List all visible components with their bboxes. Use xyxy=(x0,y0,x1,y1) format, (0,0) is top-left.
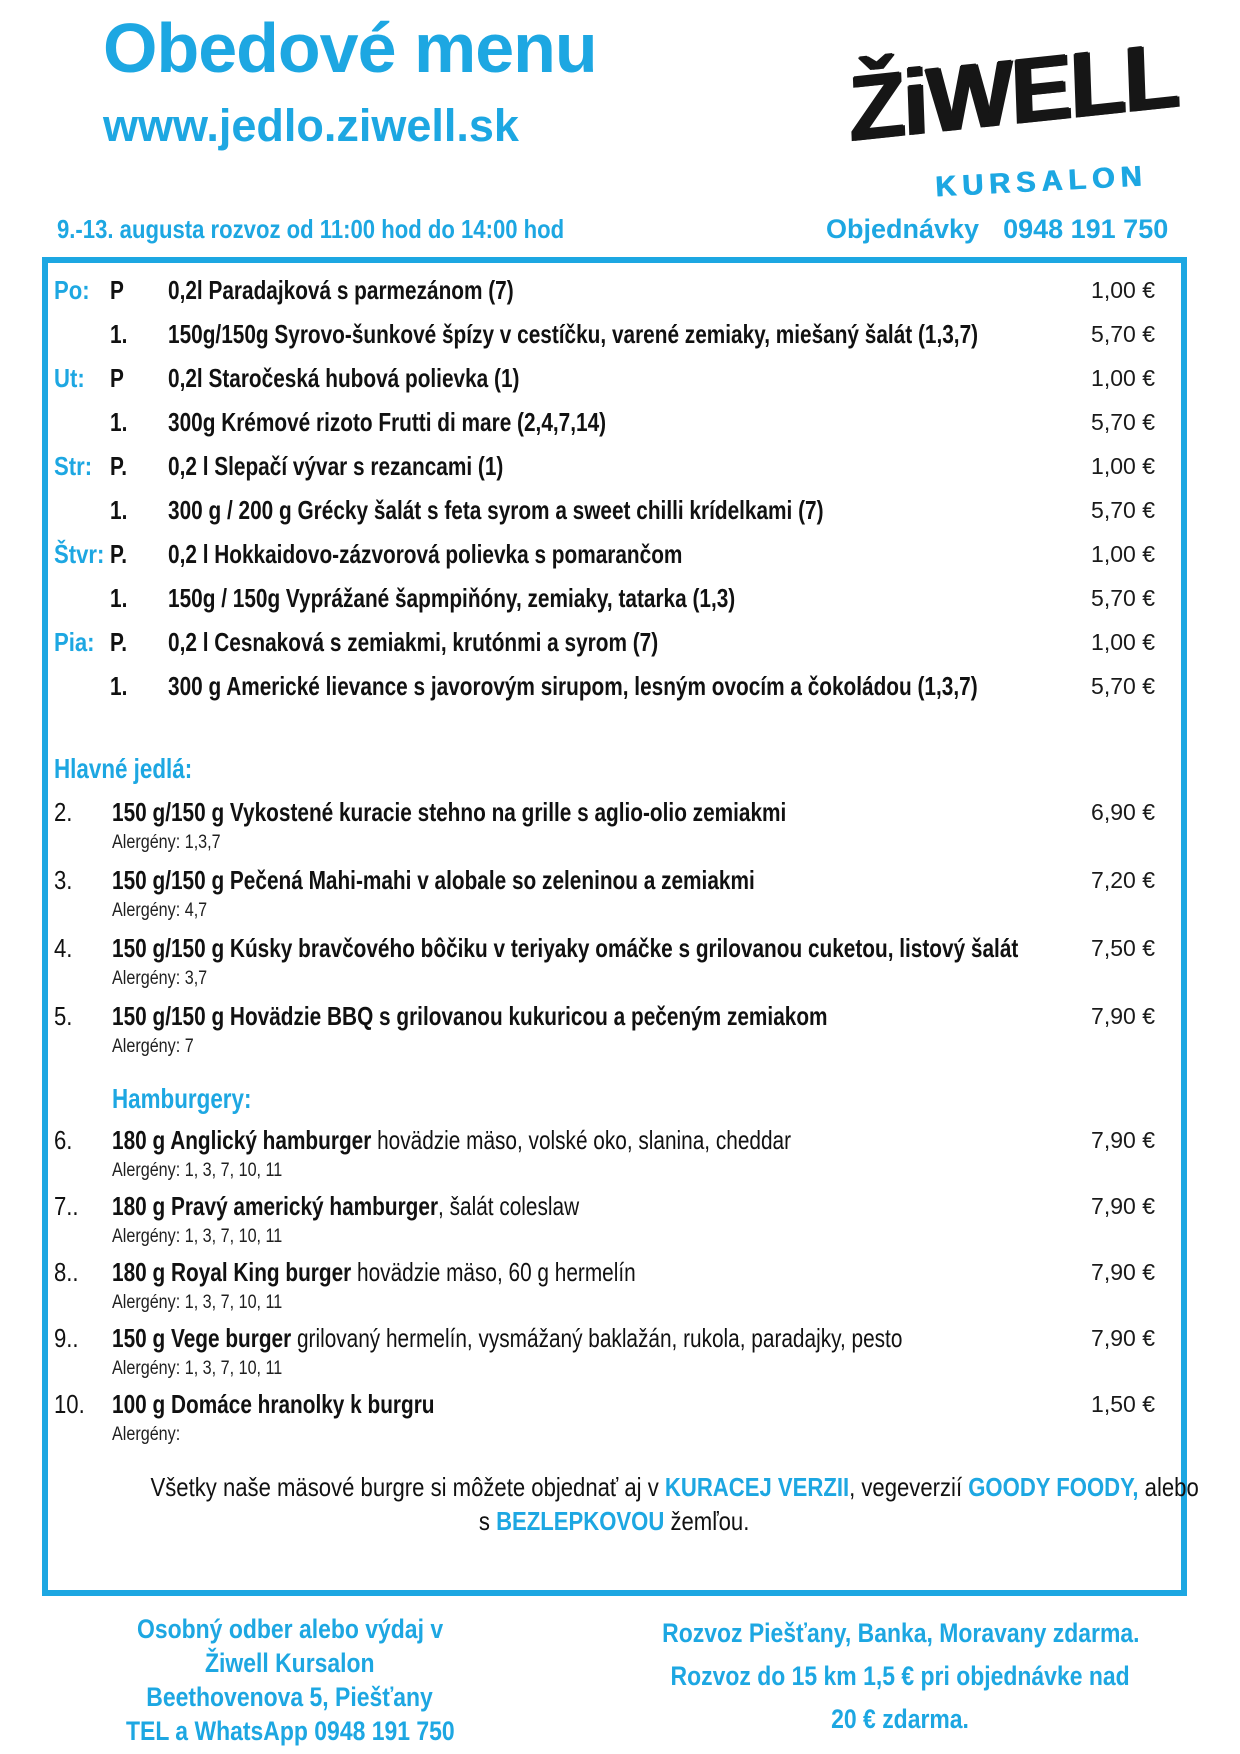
dish-description: 300 g / 200 g Grécky šalát s feta syrom a sweet chilli krídelkami (7) xyxy=(168,494,824,525)
item-description: hovädzie mäso, 60 g hermelín xyxy=(351,1256,636,1287)
allergens-line xyxy=(112,832,1181,854)
allergens-line xyxy=(112,1160,1181,1182)
price: 7,90 € xyxy=(1091,1258,1155,1285)
price: 7,90 € xyxy=(1091,1324,1155,1351)
note-line-1: Všetky naše mäsové burgre si môžete objednať aj v KURACEJ VERZII, vegeverzií GOODY FOODY, alebo xyxy=(150,1472,1199,1502)
menu-item xyxy=(48,796,1181,854)
page-title: Obedové menu xyxy=(103,9,597,87)
item-name: 150 g/150 g Pečená Mahi-mahi v alobale so zeleninou a zemiakmi xyxy=(112,864,755,895)
logo-subtitle: KURSALON xyxy=(934,160,1149,204)
item-name: 150 g/150 g Vykostené kuracie stehno na grille s aglio-olio zemiakmi xyxy=(112,796,787,827)
day-label: Štvr: xyxy=(54,538,105,569)
menu-item-row xyxy=(48,796,1181,828)
item-description: hovädzie mäso, volské oko, slanina, cheddar xyxy=(371,1124,792,1155)
allergens-line xyxy=(112,1226,1181,1248)
dish-description: 0,2l Staročeská hubová polievka (1) xyxy=(168,362,520,393)
orders-label: Objednávky xyxy=(826,214,980,244)
orders-line xyxy=(826,214,1168,245)
footer-line: Rozvoz do 15 km 1,5 € pri objednávke nad xyxy=(670,1661,1130,1691)
dish-description: 300 g Americké lievance s javorovým sirupom, lesným ovocím a čokoládou (1,3,7) xyxy=(168,670,978,701)
footer-line: Žiwell Kursalon xyxy=(205,1648,375,1678)
allergens-line xyxy=(112,900,1181,922)
burgers-heading xyxy=(112,1082,1181,1116)
course-label: 1. xyxy=(110,406,128,437)
dish-description: 0,2 l Hokkaidovo-zázvorová polievka s pomarančom xyxy=(168,538,683,569)
menu-box xyxy=(42,257,1199,1596)
allergens-text: Alergény: 4,7 xyxy=(112,900,208,921)
item-number: 8.. xyxy=(54,1256,79,1287)
burgers-section xyxy=(48,1124,1181,1446)
allergens-text: Alergény: 1, 3, 7, 10, 11 xyxy=(112,1292,283,1313)
allergens-line xyxy=(112,1036,1181,1058)
item-name: 180 g Anglický hamburger xyxy=(112,1124,372,1155)
course-label: P xyxy=(110,274,124,305)
daily-menu-row xyxy=(48,532,1181,576)
price: 7,50 € xyxy=(1091,934,1155,961)
daily-menu-section xyxy=(48,268,1181,708)
course-label: P xyxy=(110,362,124,393)
price: 6,90 € xyxy=(1091,798,1155,825)
daily-menu-row xyxy=(48,268,1181,312)
menu-item-row xyxy=(48,1190,1181,1222)
allergens-line xyxy=(112,1358,1181,1380)
note-line-2: s BEZLEPKOVOU žemľou. xyxy=(479,1506,750,1536)
course-label: 1. xyxy=(110,318,128,349)
menu-item-row xyxy=(48,1124,1181,1156)
footer-line: 20 € zdarma. xyxy=(831,1704,969,1734)
item-name: 150 g/150 g Hovädzie BBQ s grilovanou kukuricou a pečeným zemiakom xyxy=(112,1000,828,1031)
price: 7,90 € xyxy=(1091,1192,1155,1219)
daily-menu-row xyxy=(48,356,1181,400)
price: 7,20 € xyxy=(1091,866,1155,893)
daily-menu-row xyxy=(48,576,1181,620)
item-number: 9.. xyxy=(54,1322,79,1353)
menu-item xyxy=(48,1124,1181,1182)
mains-heading-text: Hlavné jedlá: xyxy=(54,753,193,784)
price: 1,00 € xyxy=(1091,452,1155,479)
course-label: P. xyxy=(110,626,127,657)
menu-item-row xyxy=(48,1000,1181,1032)
menu-item-row xyxy=(48,932,1181,964)
daily-menu-row xyxy=(48,620,1181,664)
course-label: 1. xyxy=(110,670,128,701)
item-description: grilovaný hermelín, vysmážaný baklažán, rukola, paradajky, pesto xyxy=(291,1322,903,1353)
item-name: 180 g Pravý americký hamburger xyxy=(112,1190,439,1221)
item-name: 150 g/150 g Kúsky bravčového bôčiku v teriyaky omáčke s grilovanou cuketou, listový šalát xyxy=(112,932,1019,963)
dish-description: 0,2 l Slepačí vývar s rezancami (1) xyxy=(168,450,504,481)
footer-line: TEL a WhatsApp 0948 191 750 xyxy=(125,1716,455,1746)
dish-description: 0,2 l Cesnaková s zemiakmi, krutónmi a syrom (7) xyxy=(168,626,659,657)
menu-item-row xyxy=(48,1388,1181,1420)
price: 1,00 € xyxy=(1091,540,1155,567)
mains-heading xyxy=(54,752,1181,786)
footer-line: Beethovenova 5, Piešťany xyxy=(146,1682,434,1712)
menu-item-row xyxy=(48,1256,1181,1288)
item-name: 180 g Royal King burger xyxy=(112,1256,352,1287)
delivery-schedule-text: 9.-13. augusta rozvoz od 11:00 hod do 14:00 hod xyxy=(57,214,565,244)
burger-options-note xyxy=(58,1470,1199,1538)
menu-item xyxy=(48,1256,1181,1314)
price: 5,70 € xyxy=(1091,408,1155,435)
allergens-text: Alergény: 1, 3, 7, 10, 11 xyxy=(112,1226,283,1247)
menu-item-row xyxy=(48,864,1181,896)
price: 5,70 € xyxy=(1091,320,1155,347)
item-name: 150 g Vege burger xyxy=(112,1322,292,1353)
course-label: P. xyxy=(110,450,127,481)
day-label: Str: xyxy=(54,450,93,481)
orders-phone: 0948 191 750 xyxy=(1003,214,1169,244)
item-number: 5. xyxy=(54,1000,73,1031)
price: 1,00 € xyxy=(1091,276,1155,303)
allergens-text: Alergény: xyxy=(112,1424,181,1445)
website-link[interactable]: www.jedlo.ziwell.sk xyxy=(103,100,519,151)
menu-item xyxy=(48,1388,1181,1446)
allergens-line xyxy=(112,968,1181,990)
item-number: 2. xyxy=(54,796,73,827)
footer-line: Rozvoz Piešťany, Banka, Moravany zdarma. xyxy=(662,1618,1140,1648)
dish-description: 150g/150g Syrovo-šunkové špízy v cestíčku, varené zemiaky, miešaný šalát (1,3,7) xyxy=(168,318,979,349)
allergens-text: Alergény: 1, 3, 7, 10, 11 xyxy=(112,1358,283,1379)
daily-menu-row xyxy=(48,444,1181,488)
menu-item xyxy=(48,864,1181,922)
allergens-text: Alergény: 3,7 xyxy=(112,968,208,989)
delivery-schedule xyxy=(57,214,654,245)
mains-section xyxy=(48,796,1181,1058)
menu-item-row xyxy=(48,1322,1181,1354)
menu-item xyxy=(48,932,1181,990)
price: 1,00 € xyxy=(1091,364,1155,391)
ziwell-logo: ŽiWELL xyxy=(847,23,1180,161)
daily-menu-row xyxy=(48,312,1181,356)
daily-menu-row xyxy=(48,488,1181,532)
allergens-line xyxy=(112,1292,1181,1314)
note-highlight-kuracej: KURACEJ VERZII xyxy=(664,1472,850,1502)
item-name: 100 g Domáce hranolky k burgru xyxy=(112,1388,435,1419)
item-number: 4. xyxy=(54,932,73,963)
day-label: Ut: xyxy=(54,362,85,393)
day-label: Po: xyxy=(54,274,90,305)
note-highlight-bezlepkova: BEZLEPKOVOU xyxy=(496,1506,665,1536)
daily-menu-row xyxy=(48,664,1181,708)
menu-item xyxy=(48,1000,1181,1058)
footer-delivery-info xyxy=(620,1612,1180,1741)
course-label: P. xyxy=(110,538,127,569)
item-number: 3. xyxy=(54,864,73,895)
burgers-heading-text: Hamburgery: xyxy=(112,1083,252,1114)
allergens-text: Alergény: 1,3,7 xyxy=(112,832,221,853)
price: 5,70 € xyxy=(1091,672,1155,699)
footer-line: Osobný odber alebo výdaj v xyxy=(136,1614,444,1644)
daily-menu-row xyxy=(48,400,1181,444)
allergens-text: Alergény: 1, 3, 7, 10, 11 xyxy=(112,1160,283,1181)
price: 1,00 € xyxy=(1091,628,1155,655)
price: 7,90 € xyxy=(1091,1002,1155,1029)
item-number: 7.. xyxy=(54,1190,79,1221)
item-description: , šalát coleslaw xyxy=(438,1190,580,1221)
price: 7,90 € xyxy=(1091,1126,1155,1153)
menu-item xyxy=(48,1322,1181,1380)
menu-item xyxy=(48,1190,1181,1248)
day-label: Pia: xyxy=(54,626,95,657)
dish-description: 150g / 150g Vyprážané šapmpiňóny, zemiaky, tatarka (1,3) xyxy=(168,582,736,613)
item-number: 10. xyxy=(54,1388,85,1419)
allergens-line xyxy=(112,1424,1181,1446)
course-label: 1. xyxy=(110,582,128,613)
price: 1,50 € xyxy=(1091,1390,1155,1417)
note-highlight-goody-foody: GOODY FOODY, xyxy=(968,1472,1139,1502)
footer-pickup-info xyxy=(85,1612,495,1748)
item-number: 6. xyxy=(54,1124,73,1155)
dish-description: 0,2l Paradajková s parmezánom (7) xyxy=(168,274,514,305)
course-label: 1. xyxy=(110,494,128,525)
dish-description: 300g Krémové rizoto Frutti di mare (2,4,7,14) xyxy=(168,406,607,437)
allergens-text: Alergény: 7 xyxy=(112,1036,194,1057)
price: 5,70 € xyxy=(1091,584,1155,611)
price: 5,70 € xyxy=(1091,496,1155,523)
